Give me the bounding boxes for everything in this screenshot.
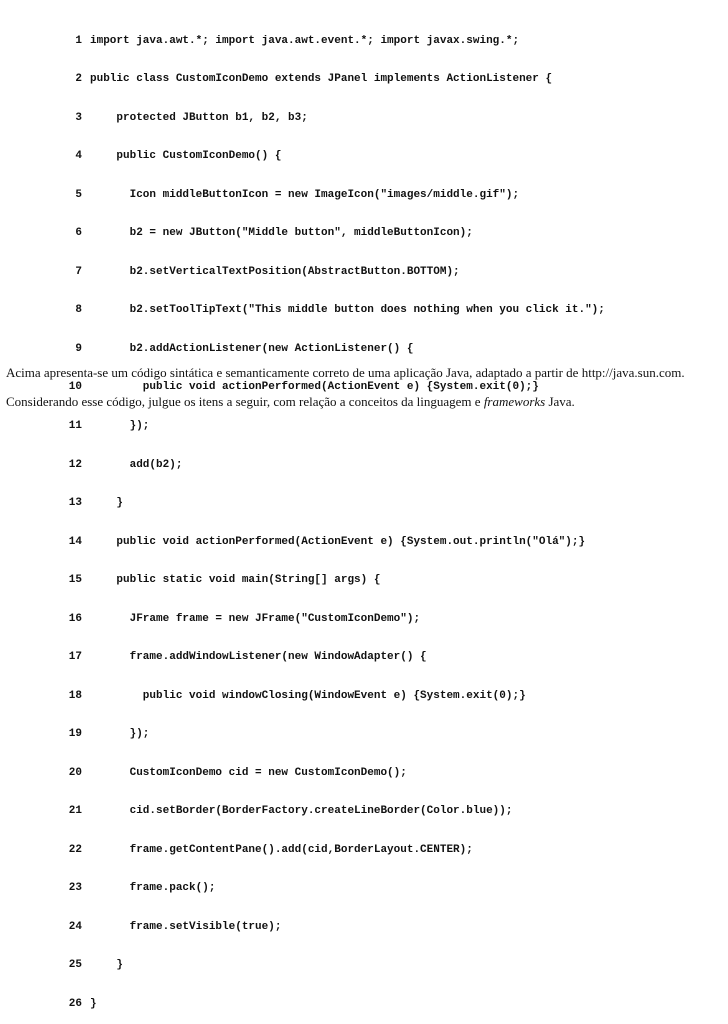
code-text: CustomIconDemo cid = new CustomIconDemo(); — [90, 766, 407, 779]
code-text: b2.setToolTipText("This middle button does nothing when you click it."); — [90, 304, 605, 317]
code-line — [62, 112, 605, 125]
code-text: b2 = new JButton("Middle button", middleButtonIcon); — [90, 227, 473, 240]
code-text: public void windowClosing(WindowEvent e) {System.exit(0);} — [90, 689, 526, 702]
code-text: cid.setBorder(BorderFactory.createLineBorder(Color.blue)); — [90, 805, 513, 818]
line-number: 17 — [68, 651, 82, 664]
code-text: frame.addWindowListener(new WindowAdapter() { — [90, 651, 427, 664]
code-text: public void actionPerformed(ActionEvent e) {System.exit(0);} — [90, 381, 539, 394]
code-text: b2.setVerticalTextPosition(AbstractButton.BOTTOM); — [90, 265, 460, 278]
line-number: 4 — [75, 150, 82, 163]
line-number: 22 — [68, 843, 82, 856]
line-number: 1 — [75, 34, 82, 47]
line-number: 24 — [68, 920, 82, 933]
code-text: } — [90, 959, 124, 972]
code-line — [62, 189, 605, 202]
code-line — [62, 882, 605, 895]
code-line — [62, 420, 605, 433]
line-number: 21 — [68, 805, 82, 818]
code-text: import java.awt.*; import java.awt.event.*; import javax.swing.*; — [90, 34, 520, 47]
code-text: public class CustomIconDemo extends JPanel implements ActionListener { — [90, 73, 553, 86]
intro-paragraph: Acima apresenta-se um código sintática e semanticamente correto de uma aplicação Java, adaptado a partir de http://java.sun.com. — [6, 365, 685, 380]
line-number: 18 — [68, 689, 82, 702]
code-line — [62, 613, 605, 626]
instruction-text: Considerando esse código, julgue os itens a seguir, com relação a conceitos da linguagem e — [6, 394, 484, 409]
code-text: b2.addActionListener(new ActionListener() { — [90, 342, 414, 355]
code-line — [62, 805, 605, 818]
line-number: 2 — [75, 73, 82, 86]
line-number: 26 — [68, 997, 82, 1010]
instruction-text-end: Java. — [545, 394, 575, 409]
code-line — [62, 767, 605, 780]
line-number: 5 — [75, 188, 82, 201]
code-line — [62, 959, 605, 972]
code-line — [62, 497, 605, 510]
line-number: 8 — [75, 304, 82, 317]
code-text: add(b2); — [90, 458, 183, 471]
code-line — [62, 266, 605, 279]
code-line — [62, 343, 605, 356]
code-text: frame.setVisible(true); — [90, 920, 282, 933]
code-line — [62, 921, 605, 934]
code-line — [62, 651, 605, 664]
code-text: public void actionPerformed(ActionEvent e) {System.out.println("Olá");} — [90, 535, 586, 548]
code-line — [62, 459, 605, 472]
code-line — [62, 690, 605, 703]
code-line — [62, 728, 605, 741]
code-line — [62, 574, 605, 587]
line-number: 20 — [68, 766, 82, 779]
code-text: protected JButton b1, b2, b3; — [90, 111, 308, 124]
line-number: 6 — [75, 227, 82, 240]
code-text: public static void main(String[] args) { — [90, 574, 381, 587]
line-number: 7 — [75, 265, 82, 278]
code-text: } — [90, 997, 97, 1010]
code-text: } — [90, 497, 124, 510]
code-text: }); — [90, 420, 150, 432]
code-text: frame.pack(); — [90, 882, 216, 895]
code-text: frame.getContentPane().add(cid,BorderLayout.CENTER); — [90, 843, 473, 856]
code-line — [62, 227, 605, 240]
line-number: 9 — [75, 342, 82, 355]
code-line — [62, 381, 605, 394]
line-number: 23 — [68, 882, 82, 895]
code-line — [62, 304, 605, 317]
code-line — [62, 35, 605, 48]
line-number: 25 — [68, 959, 82, 972]
code-line — [62, 150, 605, 163]
line-number: 19 — [68, 728, 82, 741]
line-number: 11 — [68, 420, 82, 432]
line-number: 3 — [75, 111, 82, 124]
line-number: 16 — [68, 612, 82, 625]
instruction-paragraph — [6, 394, 575, 410]
code-text: public CustomIconDemo() { — [90, 150, 282, 163]
frameworks-emphasis: frameworks — [483, 394, 546, 409]
line-number: 15 — [68, 574, 82, 587]
line-number: 13 — [68, 497, 82, 510]
code-text: JFrame frame = new JFrame("CustomIconDemo"); — [90, 612, 421, 625]
line-number: 12 — [68, 458, 82, 471]
line-number: 14 — [68, 535, 82, 548]
line-number: 10 — [68, 381, 82, 394]
code-text: }); — [90, 728, 150, 741]
code-line — [62, 73, 605, 86]
code-line — [62, 844, 605, 857]
code-line — [62, 998, 605, 1011]
code-line — [62, 536, 605, 549]
code-listing — [62, 9, 605, 1024]
code-text: Icon middleButtonIcon = new ImageIcon("images/middle.gif"); — [90, 188, 520, 201]
